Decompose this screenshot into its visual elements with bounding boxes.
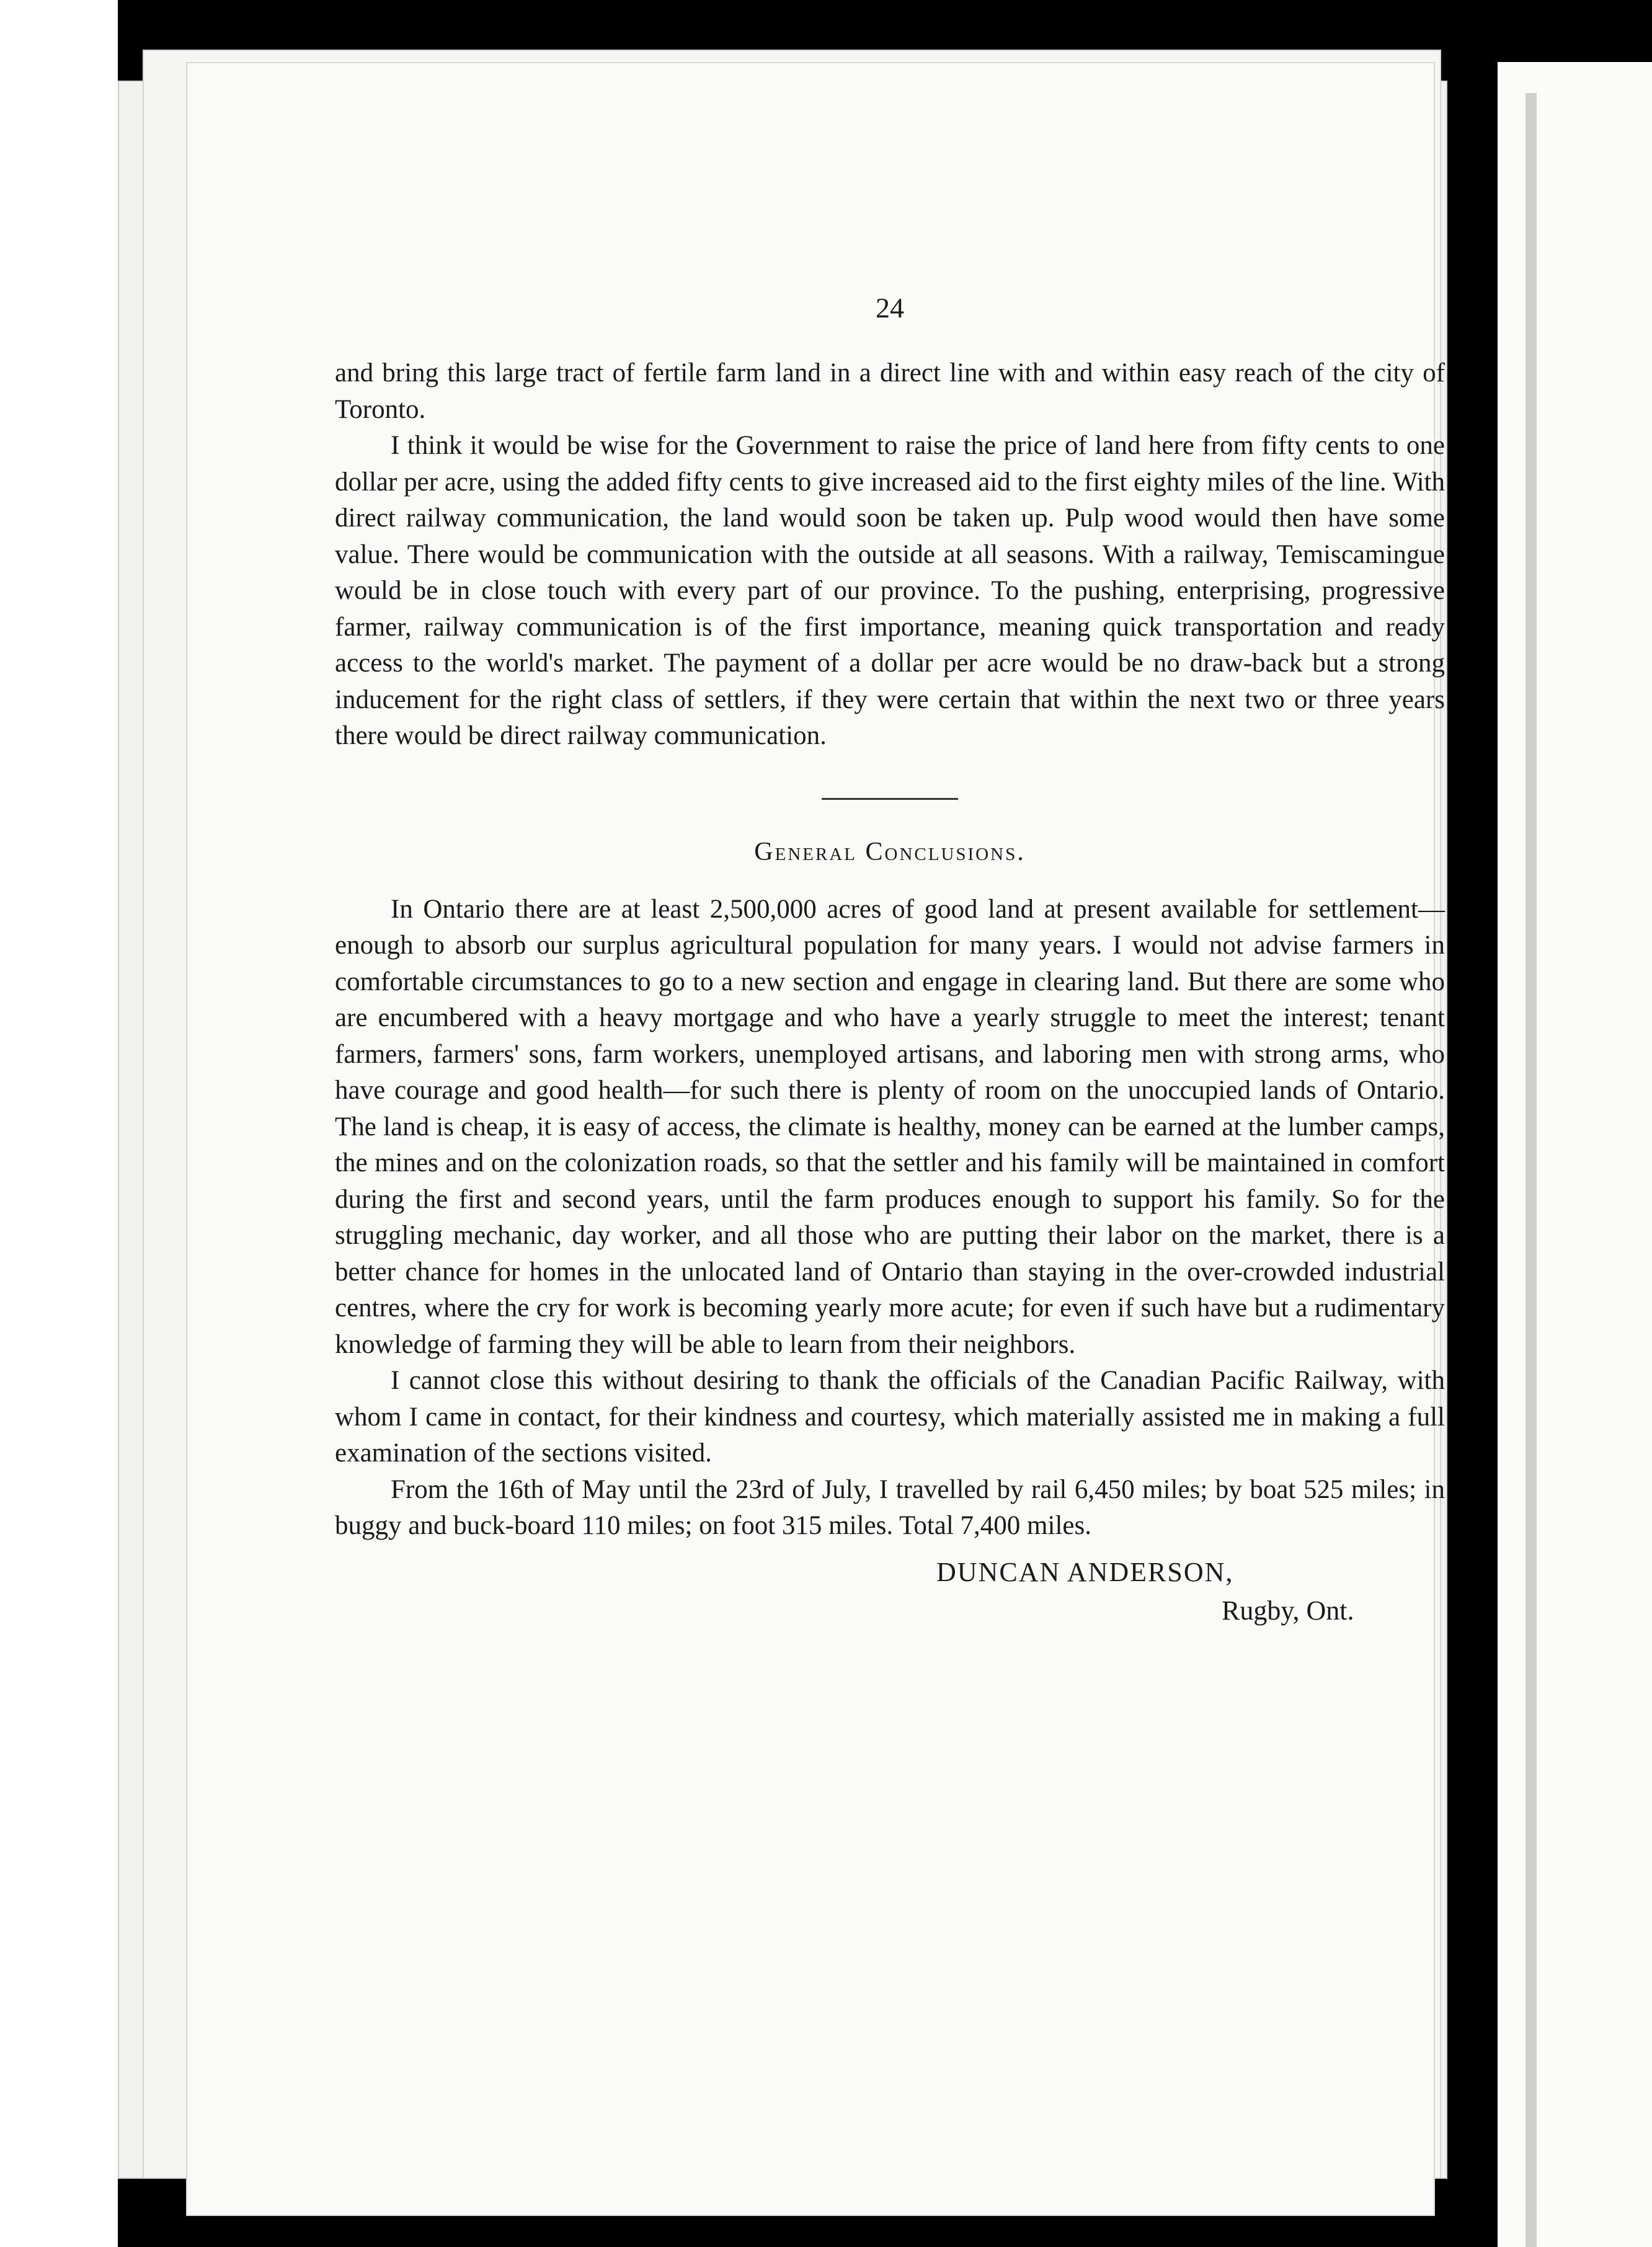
adjacent-page-edge — [1525, 93, 1537, 2247]
paragraph-5: From the 16th of May until the 23rd of July, I travelled by rail 6,450 miles; by boat 525 miles; in buggy and buck-board 110 miles; on foot 315 miles. Total 7,400 miles. — [335, 1474, 1445, 1540]
signature-name: DUNCAN ANDERSON, — [936, 1556, 1234, 1587]
paragraph-3: In Ontario there are at least 2,500,000 acres of good land at present available for settlement—enough to absorb our surplus agricultural population for many years. I would not advise farmers in comfortable circumstances to go to a new section and engage in clearing land. But there are some who are encumbered with a heavy mortgage and who have a yearly struggle to meet the interest; tenant farmers, farmers' sons, farm workers, unemployed artisans, and laboring men with strong arms, who have courage and good health—for such there is plenty of room on the unoccupied lands of Ontario. The land is cheap, it is easy of access, the climate is healthy, money can be earned at the lumber camps, the mines and on the colonization roads, so that the settler and his family will be maintained in comfort during the first and second years, until the farm produces enough to support his family. So for the struggling mechanic, day worker, and all those who are putting their labor on the market, there is a better chance for homes in the unlocated land of Ontario than staying in the over-crowded industrial centres, where the cry for work is becoming yearly more acute; for even if such have but a rudimentary knowledge of farming they will be able to learn from their neighbors. — [335, 894, 1445, 1359]
paragraph-4: I cannot close this without desiring to thank the officials of the Canadian Pacific Railway, with whom I came in contact, for their kindness and courtesy, which materially assisted me in making a full examination of the sections visited. — [335, 1366, 1445, 1468]
section-heading: General Conclusions. — [754, 837, 1026, 866]
signature-block — [335, 1553, 1445, 1630]
page-content — [335, 291, 1445, 1630]
page-number: 24 — [876, 292, 904, 324]
section-divider — [822, 798, 958, 800]
paragraph-2: I think it would be wise for the Government to raise the price of land here from fifty cents to one dollar per acre, using the added fifty cents to give increased aid to the first eighty miles of the line. With direct railway communication, the land would soon be taken up. Pulp wood would then have some value. There would be communication with the outside at all seasons. With a railway, Temiscamingue would be in close touch with every part of our province. To the pushing, enterprising, progressive farmer, railway communication is of the first importance, meaning quick transportation and ready access to the world's market. The payment of a dollar per acre would be no draw-back but a strong inducement for the right class of settlers, if they were certain that within the next two or three years there would be direct railway communication. — [335, 431, 1445, 750]
scan-margin-left — [0, 0, 118, 2247]
signature-place: Rugby, Ont. — [1222, 1595, 1354, 1626]
adjacent-page-strip — [1498, 62, 1652, 2247]
body-text-after — [335, 892, 1445, 1545]
paragraph-1: and bring this large tract of fertile farm land in a direct line with and within easy reach of the city of Toronto. — [335, 358, 1445, 424]
body-text-before — [335, 355, 1445, 755]
